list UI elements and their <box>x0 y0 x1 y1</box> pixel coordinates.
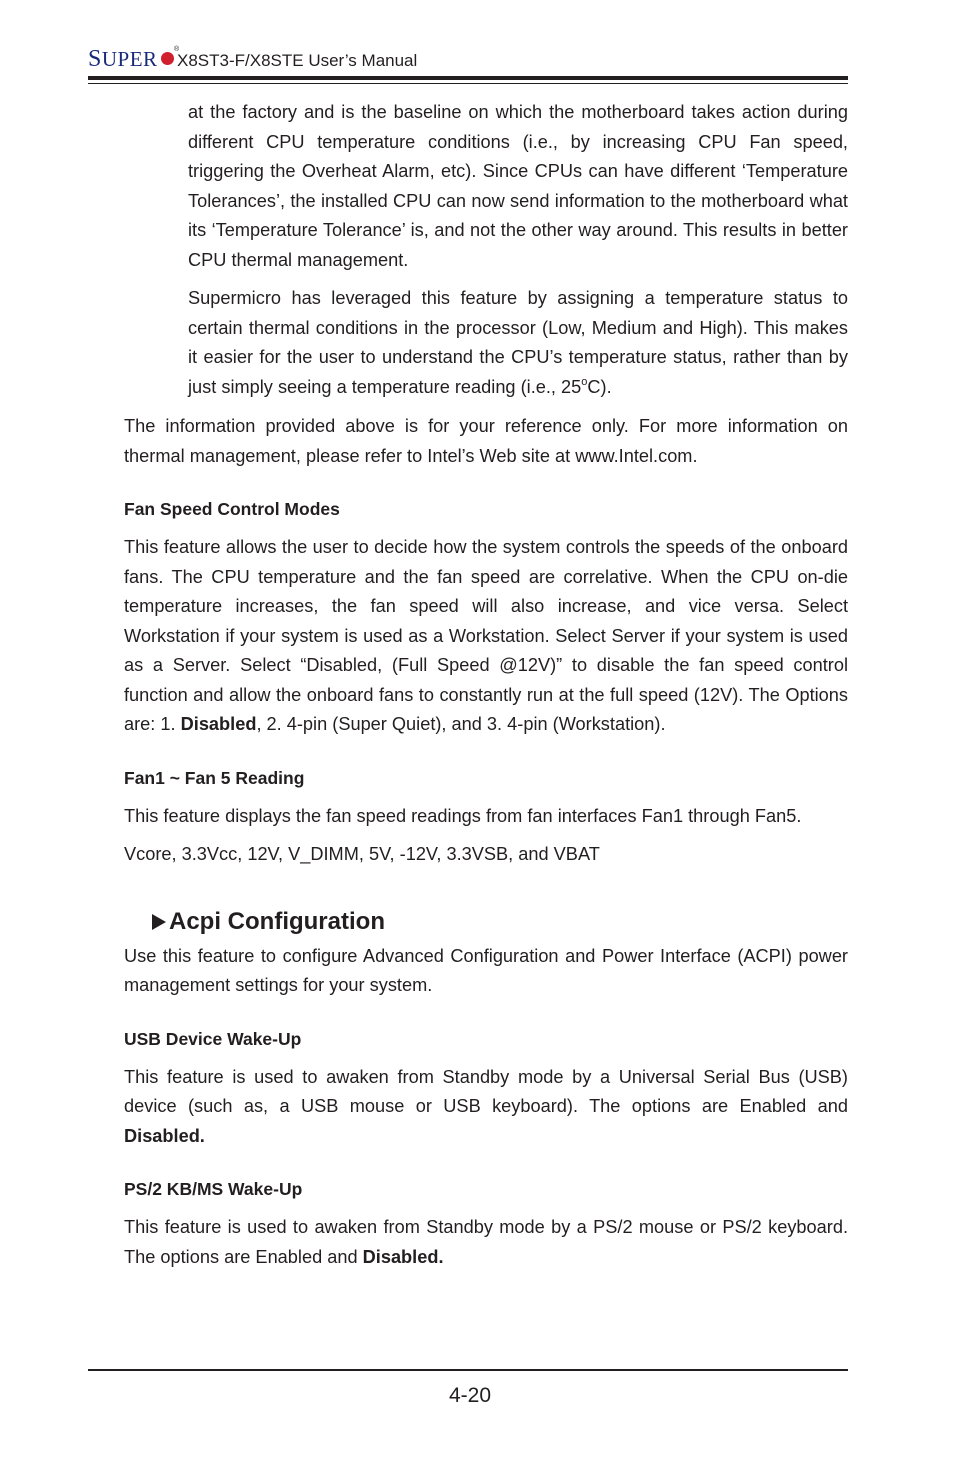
intro-paragraph-2 <box>188 284 848 402</box>
acpi-section-heading <box>152 906 848 938</box>
fan-speed-paragraph <box>124 533 848 740</box>
intro-paragraph-1: at the factory and is the baseline on which the motherboard takes action during different CPU temperature conditions (i.e., by increasing CPU Fan speed, triggering the Overheat Alarm, etc). Since CPUs can have different ‘Temperature Tolerances’, the installed CPU can now send information to the motherboard what its ‘Temperature Tolerance’ is, and not the other way around. This results in better CPU thermal management. <box>188 102 848 270</box>
fan-speed-heading: Fan Speed Control Modes <box>124 499 340 519</box>
usb-wake-default-option: Disabled. <box>124 1125 205 1146</box>
degree-superscript: o <box>581 375 588 388</box>
usb-wake-heading: USB Device Wake-Up <box>124 1028 302 1049</box>
ps2-wake-paragraph <box>124 1213 848 1272</box>
page-number: 4-20 <box>448 1384 492 1407</box>
fan-reading-paragraph: This feature displays the fan speed readings from fan interfaces Fan1 through Fan5. <box>124 805 802 826</box>
acpi-paragraph: Use this feature to configure Advanced Configuration and Power Interface (ACPI) power management settings for your system. <box>124 945 848 995</box>
fan-speed-default-option: Disabled <box>180 714 257 734</box>
logo-registered-mark: ® <box>174 46 180 53</box>
page-header <box>88 46 848 76</box>
ps2-wake-text: This feature is used to awaken from Standby mode by a PS/2 mouse or PS/2 keyboard. The options are Enabled and <box>124 1217 848 1267</box>
fan-speed-text: This feature allows the user to decide how the system controls the speeds of the onboard fans. The CPU temperature and the fan speed are correlative. When the CPU on-die temperature increases, the fan speed will also increase, and vice versa. Select Workstation if your system is used as a Workstation. Select Server if your system is used as a Server. Select “Disabled, (Full Speed @12V)” to disable the fan speed control function and allow the onboard fans to constantly run at the full speed (12V). The Options are: 1. <box>124 537 848 734</box>
reference-paragraph: The information provided above is for your reference only. For more information on thermal management, please refer to Intel’s Web site at www.Intel.com. <box>124 416 848 466</box>
fan-speed-text-end: , 2. 4-pin (Super Quiet), and 3. 4-pin (Workstation). <box>256 714 666 734</box>
supermicro-logo: SUPER <box>88 46 158 72</box>
header-rule-thin <box>88 83 848 84</box>
intro-paragraph-2-text: Supermicro has leveraged this feature by assigning a temperature status to certain thermal conditions in the processor (Low, Medium and High). This makes it easier for the user to understand the CPU’s temperature status, rather than by just simply seeing a temperature reading (i.e., 25 <box>188 288 848 397</box>
ps2-wake-heading: PS/2 KB/MS Wake-Up <box>124 1179 303 1199</box>
manual-title: X8ST3-F/X8STE User’s Manual <box>177 51 418 70</box>
ps2-wake-default-option: Disabled. <box>362 1246 444 1267</box>
footer-rule <box>88 1369 848 1371</box>
usb-wake-text: This feature is used to awaken from Standby mode by a Universal Serial Bus (USB) device (such as, a USB mouse or USB keyboard). The options are Enabled and <box>124 1066 848 1116</box>
header-rule <box>88 76 848 80</box>
voltage-list: Vcore, 3.3Vcc, 12V, V_DIMM, 5V, -12V, 3.3VSB, and VBAT <box>124 844 600 864</box>
logo-dot-icon <box>161 52 174 65</box>
fan-reading-heading: Fan1 ~ Fan 5 Reading <box>124 767 305 788</box>
triangle-right-icon <box>152 914 166 930</box>
page-content <box>124 98 848 1272</box>
intro-paragraph-2-end: C). <box>587 376 612 397</box>
usb-wake-paragraph <box>124 1063 848 1152</box>
acpi-heading-text: Acpi Configuration <box>169 907 385 935</box>
